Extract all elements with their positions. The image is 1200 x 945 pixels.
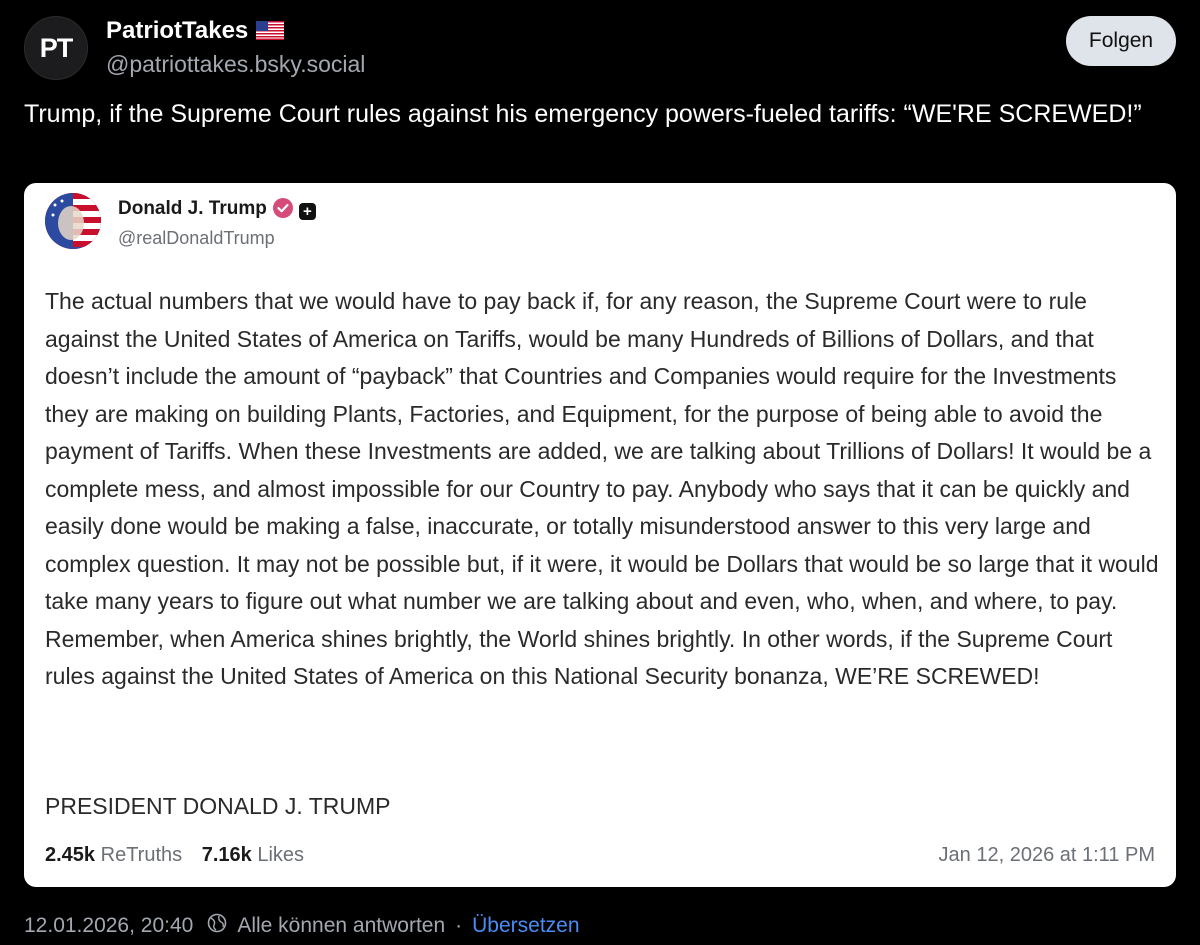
embedded-post-stats [45,844,318,867]
embedded-post-signature: PRESIDENT DONALD J. TRUMP [45,793,391,819]
author-avatar[interactable]: PT [24,16,88,80]
us-flag-icon [256,18,284,48]
embedded-post-date: Jan 12, 2026 at 1:11 PM [938,844,1155,866]
plus-badge-icon: + [299,203,316,220]
post-header [24,14,1176,84]
translate-link[interactable]: Übersetzen [472,914,580,937]
footer-separator: · [455,914,463,937]
embedded-author-name [118,197,316,225]
embedded-author-handle: @realDonaldTrump [118,228,275,248]
display-name-text: PatriotTakes [106,17,249,44]
embedded-author-name-text: Donald J. Trump [118,198,267,219]
author-handle[interactable]: @patriottakes.bsky.social [106,51,366,77]
author-info [106,16,365,80]
likes-label: Likes [257,844,305,866]
reply-setting-globe-icon [207,913,227,939]
embedded-post-body: The actual numbers that we would have to pay back if, for any reason, the Supreme Court were to rule against the United States of America on Tariffs, would be many Hundreds of Billions of Dollars, and that doesn’t include the amount of “payback” that Countries and Companies would require for the Investments they are making on building Plants, Factories, and Equipment, for the purpose of being able to avoid the payment of Tariffs. When these Investments are added, we are talking about Trillions of Dollars! It would be a complete mess, and almost impossible for our Country to pay. Anybody who says that it can be quickly and easily done would be making a false, inaccurate, or totally misunderstood answer to this very large and complex question. It may not be possible but, if it were, it would be Dollars that would be so large that it would take many years to figure out what number we are talking about and even, who, when, and where, to pay. Remember, when America shines brightly, the World shines brightly. In other words, if the Supreme Court rules against the United States of America on this National Security bonanza, WE’RE SCREWED! [45,288,1159,689]
retruths-label: ReTruths [100,844,183,866]
verified-badge-icon [273,198,293,225]
reply-setting-label[interactable]: Alle können antworten [237,914,446,937]
retruths-count: 2.45k [45,844,96,866]
embedded-author-avatar [45,193,101,249]
likes-stat [202,844,304,866]
embedded-post-card[interactable] [24,183,1176,887]
follow-button[interactable]: Folgen [1066,16,1176,66]
retruths-stat [45,844,182,866]
post-timestamp[interactable]: 12.01.2026, 20:40 [24,914,194,937]
likes-count: 7.16k [201,844,252,866]
author-display-name[interactable] [106,16,365,48]
post-text: Trump, if the Supreme Court rules against his emergency powers-fueled tariffs: “WE'RE SCREWED!” [24,100,1142,128]
post-footer [24,913,580,939]
